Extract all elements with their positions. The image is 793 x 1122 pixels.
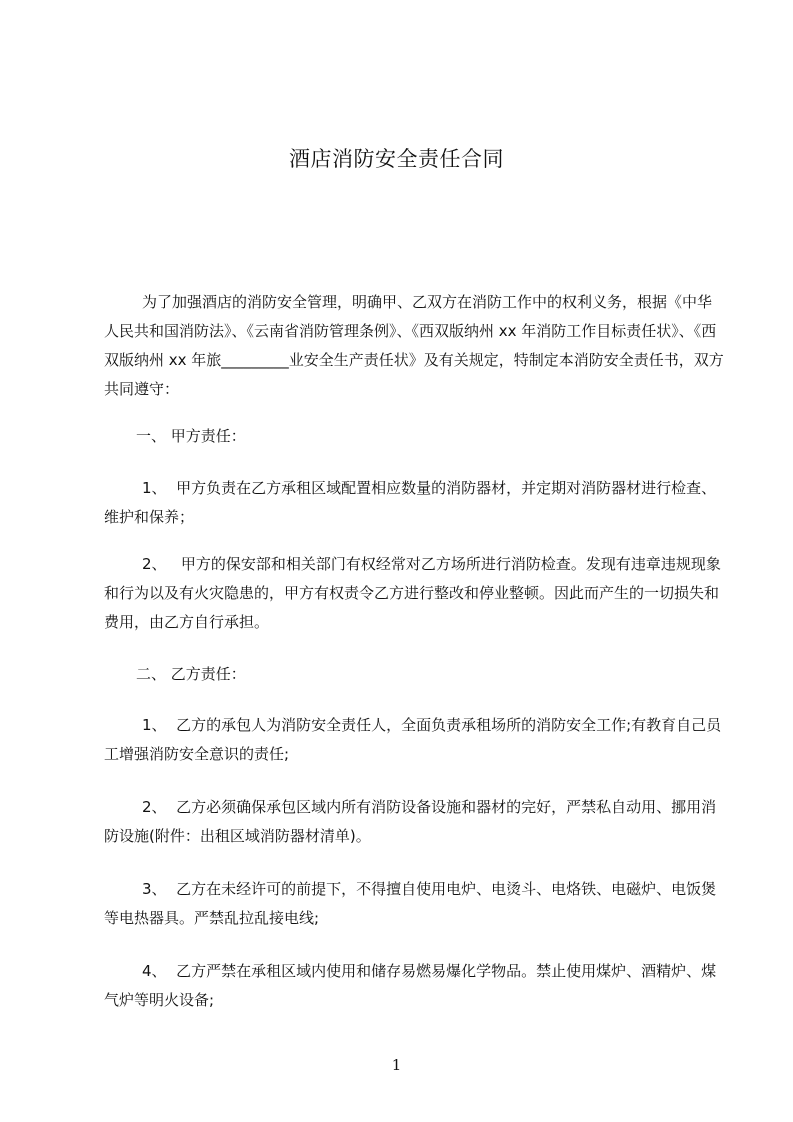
party-b-clause-1: 1、 乙方的承包人为消防安全责任人，全面负责承租场所的消防安全工作;有教育自己员工增强消防安全意识的责任;: [104, 716, 722, 763]
party-a-clause-1: 1、 甲方负责在乙方承租区域配置相应数量的消防器材，并定期对消防器材进行检查、维护和保养；: [104, 479, 717, 526]
page-number: 1: [391, 1056, 402, 1074]
party-b-clause-4: 4、 乙方严禁在承租区域内使用和储存易燃易爆化学物品。禁止使用煤炉、酒精炉、煤气炉等明火设备;: [104, 962, 717, 1009]
section-heading-party-a: 一、 甲方责任：: [136, 427, 246, 445]
document-title: 酒店消防安全责任合同: [289, 147, 504, 171]
party-a-clause-2: 2、 甲方的保安部和相关部门有权经常对乙方场所进行消防检查。发现有违章违规现象和行为以及有火灾隐患的，甲方有权责令乙方进行整改和停业整顿。因此而产生的一切损失和费用，由乙方自行承担。: [104, 555, 721, 631]
intro-paragraph: 为了加强酒店的消防安全管理，明确甲、乙双方在消防工作中的权利义务，根据《中华人民共和国消防法》、《云南省消防管理条例》、《西双版纳州 xx 年消防工作目标责任状》、《西双版纳州 xx 年旅_________业安全生产责任状》及有关规定，特制定本消防安全责任书，双方共同遵守：: [104, 293, 724, 398]
party-b-clause-2: 2、 乙方必须确保承包区域内所有消防设备设施和器材的完好，严禁私自动用、挪用消防设施(附件：出租区域消防器材清单)。: [104, 798, 717, 845]
section-heading-party-b: 二、 乙方责任：: [136, 665, 246, 683]
party-b-clause-3: 3、 乙方在未经许可的前提下，不得擅自使用电炉、电烫斗、电烙铁、电磁炉、电饭煲等电热器具。严禁乱拉乱接电线;: [104, 880, 717, 927]
